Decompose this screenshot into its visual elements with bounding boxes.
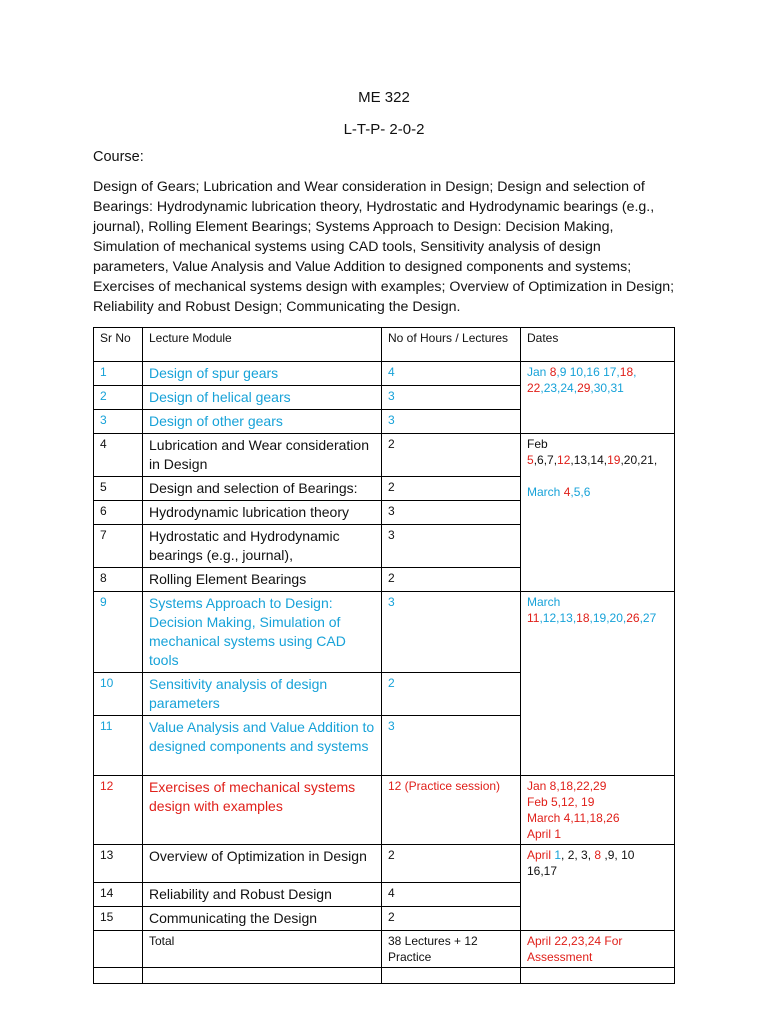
date-segment: March [527, 595, 561, 609]
date-segment: ,6,7, [533, 453, 558, 467]
row-hours: 3 [382, 386, 521, 410]
row-sr-no: 1 [94, 362, 143, 386]
row-sr-no: 12 [94, 776, 143, 845]
date-segment: April 1 [527, 827, 562, 841]
row-hours: 2 [382, 568, 521, 592]
row-lecture-module: Systems Approach to Design: Decision Making, Simulation of mechanical systems using CAD tools [143, 592, 382, 673]
row-lecture-module: Design of spur gears [143, 362, 382, 386]
table-header-row [94, 328, 675, 362]
dates-line [527, 380, 668, 396]
date-segment: ,13,14, [570, 453, 608, 467]
date-segment: 8 [594, 848, 602, 862]
date-segment: 29 [577, 381, 591, 395]
dates-line [527, 484, 668, 500]
table-row [94, 362, 675, 386]
empty-row [94, 968, 675, 984]
date-segment: ,9 10,16 17, [556, 365, 620, 379]
row-lecture-module: Rolling Element Bearings [143, 568, 382, 592]
empty-cell [521, 968, 675, 984]
dates-line [527, 436, 668, 452]
row-lecture-module: Sensitivity analysis of design parameters [143, 673, 382, 716]
row-hours: 3 [382, 501, 521, 525]
row-sr-no: 10 [94, 673, 143, 716]
date-segment: 1 [554, 848, 562, 862]
row-sr-no: 13 [94, 845, 143, 883]
dates-line [527, 610, 668, 626]
row-hours: 2 [382, 673, 521, 716]
total-dates: April 22,23,24 For Assessment [521, 931, 675, 968]
row-sr-no: 7 [94, 525, 143, 568]
row-lecture-module: Overview of Optimization in Design [143, 845, 382, 883]
date-segment: ,20,21, [620, 453, 658, 467]
date-segment: 19 [607, 453, 621, 467]
row-dates [521, 362, 675, 434]
row-lecture-module: Design of helical gears [143, 386, 382, 410]
row-hours: 3 [382, 525, 521, 568]
empty-cell [143, 968, 382, 984]
date-segment: 4 [563, 485, 571, 499]
total-row [94, 931, 675, 968]
dates-line [527, 778, 668, 794]
row-hours: 4 [382, 362, 521, 386]
date-segment: ,5,6 [570, 485, 591, 499]
row-sr-no: 6 [94, 501, 143, 525]
row-sr-no: 14 [94, 883, 143, 907]
row-lecture-module: Communicating the Design [143, 907, 382, 931]
row-lecture-module: Design of other gears [143, 410, 382, 434]
row-lecture-module: Lubrication and Wear consideration in Design [143, 434, 382, 477]
table-row [94, 434, 675, 477]
header-dates: Dates [521, 328, 675, 362]
date-segment: March [527, 485, 564, 499]
row-lecture-module: Reliability and Robust Design [143, 883, 382, 907]
date-segment: March 4,11,18,26 [527, 811, 620, 825]
row-hours: 3 [382, 410, 521, 434]
dates-line [527, 468, 668, 484]
date-segment: ,12,13, [539, 611, 577, 625]
date-segment: 8 [549, 365, 557, 379]
empty-cell [382, 968, 521, 984]
date-segment: Feb [527, 437, 548, 451]
dates-line [527, 826, 668, 842]
date-segment: 26 [626, 611, 640, 625]
date-segment: Jan [527, 365, 550, 379]
empty-cell [94, 968, 143, 984]
date-segment: ,9, 10 [601, 848, 635, 862]
row-hours: 2 [382, 477, 521, 501]
date-segment: 5 [527, 453, 534, 467]
row-sr-no: 4 [94, 434, 143, 477]
table-row [94, 845, 675, 883]
row-sr-no: 15 [94, 907, 143, 931]
total-label: Total [143, 931, 382, 968]
row-lecture-module: Design and selection of Bearings: [143, 477, 382, 501]
dates-line [527, 863, 668, 879]
date-segment: ,30,31 [590, 381, 624, 395]
row-dates [521, 845, 675, 931]
row-hours: 3 [382, 716, 521, 776]
course-description: Design of Gears; Lubrication and Wear consideration in Design; Design and selection of Bearings: Hydrodynamic lubrication theory, Hydrostatic and Hydrodynamic bearings (e.g., journal), Rolling Element Bearings; Systems Approach to Design: Decision Making, Simulation of mechanical systems using CAD tools, Sensitivity analysis of design parameters, Value Analysis and Value Addition to designed components and systems; Exercises of mechanical systems design with examples; Overview of Optimization in Design; Reliability and Robust Design; Communicating the Design. [93, 179, 675, 315]
row-sr-no: 5 [94, 477, 143, 501]
row-dates [521, 776, 675, 845]
row-hours: 2 [382, 845, 521, 883]
header-lecture-module: Lecture Module [143, 328, 382, 362]
course-code: ME 322 [358, 89, 410, 106]
ltp-line: L-T-P- 2-0-2 [343, 121, 425, 138]
row-dates [521, 434, 675, 592]
row-sr-no: 2 [94, 386, 143, 410]
date-segment: ,23,24, [540, 381, 578, 395]
total-hours: 38 Lectures + 12 Practice [382, 931, 521, 968]
row-hours: 4 [382, 883, 521, 907]
row-lecture-module: Value Analysis and Value Addition to designed components and systems [143, 716, 382, 776]
date-segment: April [527, 848, 555, 862]
row-lecture-module: Exercises of mechanical systems design with examples [143, 776, 382, 845]
dates-line [527, 594, 668, 610]
dates-line [527, 847, 668, 863]
dates-line [527, 810, 668, 826]
header-hours: No of Hours / Lectures [382, 328, 521, 362]
date-segment: 16,17 [527, 864, 558, 878]
row-sr-no: 11 [94, 716, 143, 776]
date-segment: ,27 [639, 611, 657, 625]
row-lecture-module: Hydrodynamic lubrication theory [143, 501, 382, 525]
date-segment: , 2, 3, [561, 848, 595, 862]
row-lecture-module: Hydrostatic and Hydrodynamic bearings (e.g., journal), [143, 525, 382, 568]
date-segment: , [633, 365, 637, 379]
date-segment: Jan 8,18,22,29 [527, 779, 607, 793]
row-hours: 2 [382, 907, 521, 931]
date-segment: 18 [619, 365, 634, 379]
total-sr-empty [94, 931, 143, 968]
row-sr-no: 8 [94, 568, 143, 592]
row-hours: 12 (Practice session) [382, 776, 521, 845]
date-segment: 18 [576, 611, 590, 625]
row-hours: 3 [382, 592, 521, 673]
header-sr-no: Sr No [94, 328, 143, 362]
date-segment: 11 [527, 611, 540, 625]
course-label: Course: [93, 149, 144, 165]
row-sr-no: 3 [94, 410, 143, 434]
dates-line [527, 452, 668, 468]
dates-line [527, 794, 668, 810]
row-sr-no: 9 [94, 592, 143, 673]
table-row [94, 592, 675, 673]
table-row [94, 776, 675, 845]
date-segment: 22 [527, 381, 541, 395]
row-hours: 2 [382, 434, 521, 477]
schedule-table [93, 327, 675, 984]
date-segment: Feb 5,12, 19 [527, 795, 595, 809]
date-segment: ,19,20, [589, 611, 627, 625]
dates-line [527, 364, 668, 380]
row-dates [521, 592, 675, 776]
date-segment: 12 [557, 453, 571, 467]
